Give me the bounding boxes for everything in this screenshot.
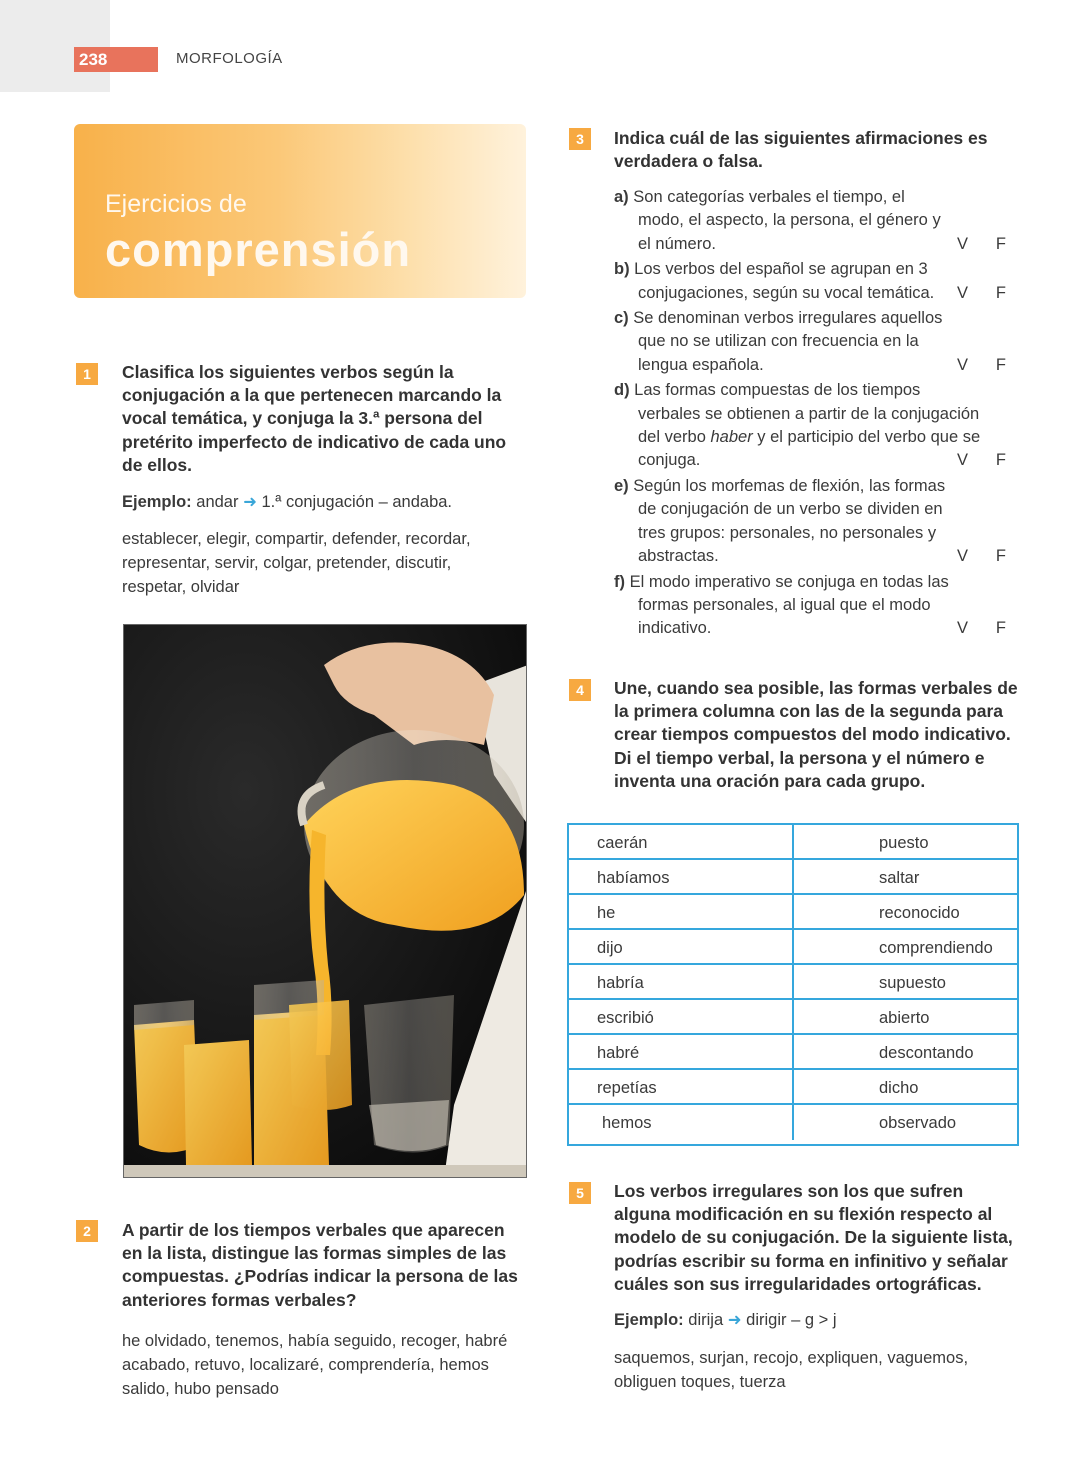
statement-f: f) El modo imperativo se conjuga en todas las formas personales, al igual que el modo indicativo. V F	[614, 571, 1014, 641]
table-row: habré descontando	[569, 1035, 1017, 1070]
page-corner	[0, 0, 110, 92]
example-result: dirigir – g > j	[746, 1311, 837, 1329]
section-title: MORFOLOGÍA	[176, 50, 283, 67]
false-option[interactable]: F	[995, 451, 1006, 470]
example-result: 1.ª conjugación – andaba.	[261, 493, 453, 511]
verb-forms-table	[567, 823, 1019, 1146]
exercise-4-title: Une, cuando sea posible, las formas verbales de la primera columna con las de la segunda para crear tiempos compuestos del modo indicativo. Di el tiempo verbal, la persona y el número e inventa una oración para cada grupo.	[614, 678, 1018, 791]
statement-b: b) Los verbos del español se agrupan en 3 conjugaciones, según su vocal temática. V F	[614, 258, 1014, 305]
exercise-banner	[74, 124, 526, 298]
orange-juice-photo	[123, 624, 527, 1178]
table-row: escribió abierto	[569, 1000, 1017, 1035]
true-option[interactable]: V	[957, 451, 969, 470]
example-word: dirija	[688, 1311, 724, 1329]
exercise-5-number: 5	[569, 1182, 591, 1204]
exercise-1-number: 1	[76, 363, 98, 385]
false-option[interactable]: F	[995, 619, 1006, 638]
statement-a: a) Son categorías verbales el tiempo, el modo, el aspecto, la persona, el género y el número. V F	[614, 186, 1014, 256]
banner-subtitle: Ejercicios de	[105, 190, 247, 218]
exercise-3-number: 3	[569, 128, 591, 150]
table-row: dijo comprendiendo	[569, 930, 1017, 965]
arrow-right-icon: ➜	[243, 493, 257, 511]
exercise-2-list: he olvidado, tenemos, había seguido, recoger, habré acabado, retuvo, localizaré, comprendería, hemos salido, hubo pensado	[122, 1332, 508, 1398]
true-option[interactable]: V	[957, 234, 969, 253]
false-option[interactable]: F	[995, 547, 1006, 566]
false-option[interactable]: F	[995, 355, 1006, 374]
table-row: habíamos saltar	[569, 860, 1017, 895]
example-label: Ejemplo:	[614, 1311, 684, 1329]
table-row: habría supuesto	[569, 965, 1017, 1000]
exercise-2-title: A partir de los tiempos verbales que aparecen en la lista, distingue las formas simples de las compuestas. ¿Podrías indicar la persona de las anteriores formas verbales?	[122, 1220, 518, 1310]
false-option[interactable]: F	[995, 283, 1006, 302]
page-number: 238	[74, 47, 158, 72]
banner-title: comprensión	[105, 223, 412, 276]
exercise-5-title: Los verbos irregulares son los que sufren alguna modificación en su flexión respecto al modelo de su conjugación. De la siguiente lista, podrías escribir su forma en infinitivo y señalar cuáles son sus irregularidades ortográficas.	[614, 1181, 1013, 1294]
glasses	[134, 980, 454, 1173]
table-row: caerán puesto	[569, 825, 1017, 860]
exercise-3-title: Indica cuál de las siguientes afirmaciones es verdadera o falsa.	[614, 128, 988, 172]
statement-d: d) Las formas compuestas de los tiempos verbales se obtienen a partir de la conjugación del verbo haber y el participio del verbo que se conjuga. V F	[614, 379, 1014, 473]
true-option[interactable]: V	[957, 619, 969, 638]
exercise-5-list: saquemos, surjan, recojo, expliquen, vaguemos, obliguen toques, tuerza	[614, 1349, 969, 1391]
table-row: repetías dicho	[569, 1070, 1017, 1105]
statement-c: c) Se denominan verbos irregulares aquellos que no se utilizan con frecuencia en la lengua española. V F	[614, 307, 1014, 377]
true-option[interactable]: V	[957, 355, 969, 374]
exercise-5-example	[614, 1308, 1024, 1332]
arrow-right-icon: ➜	[727, 1311, 742, 1329]
true-option[interactable]: V	[957, 547, 969, 566]
exercise-1-title: Clasifica los siguientes verbos según la conjugación a la que pertenecen marcando la vocal temática, y conjuga la 3.ª persona del pretérito imperfecto de indicativo de cada uno de ellos.	[122, 362, 507, 475]
exercise-1-list: establecer, elegir, compartir, defender, recordar, representar, servir, colgar, pretender, discutir, respetar, olvidar	[122, 530, 471, 596]
table-row: hemos observado	[569, 1105, 1017, 1140]
example-label: Ejemplo:	[122, 493, 192, 511]
true-false-list	[614, 186, 1014, 641]
juice-illustration	[124, 625, 527, 1178]
example-word: andar	[196, 493, 239, 511]
true-option[interactable]: V	[957, 283, 969, 302]
statement-e: e) Según los morfemas de flexión, las formas de conjugación de un verbo se dividen en tres grupos: personales, no personales y abstractas. V F	[614, 475, 1014, 569]
exercise-2-number: 2	[76, 1220, 98, 1242]
table-row: he reconocido	[569, 895, 1017, 930]
exercise-1-example	[122, 490, 522, 514]
false-option[interactable]: F	[995, 234, 1006, 253]
exercise-4-number: 4	[569, 679, 591, 701]
